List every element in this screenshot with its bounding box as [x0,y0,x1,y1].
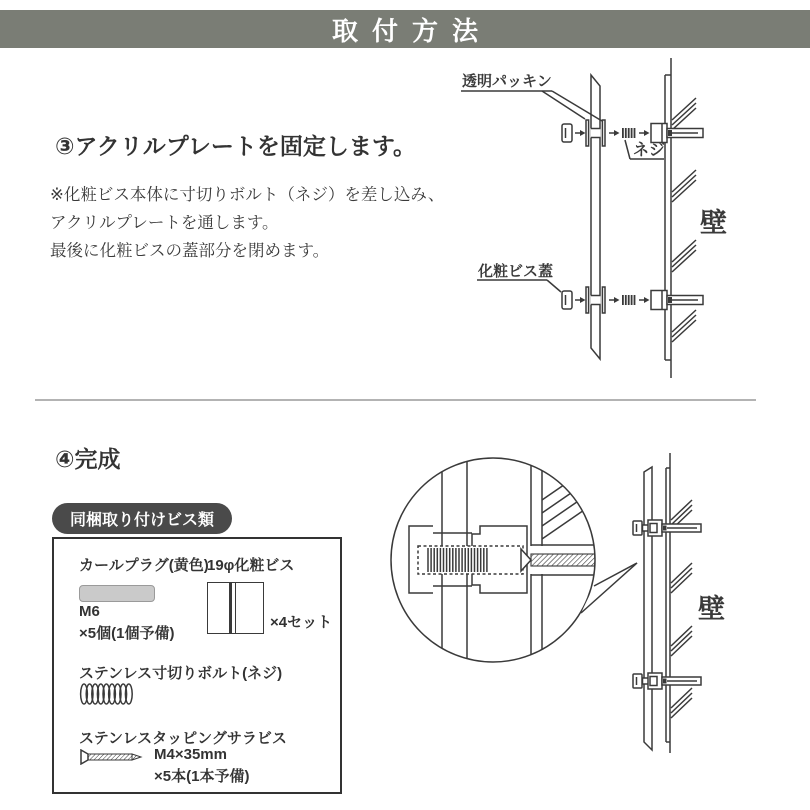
arrow-right-icon [580,130,586,136]
step3-body-line: アクリルプレートを通します。 [50,214,279,232]
step3-title: ③アクリルプレートを固定します。 [55,133,417,159]
part-name: ステンレスタッピングサラビス [79,730,287,747]
wall-anchor-bolt [667,129,703,138]
callout-tail [581,563,637,613]
wall-hatch-section [542,458,603,539]
part-spec: M6 [79,603,100,620]
decorative-screw-cap [633,674,642,688]
step3-body-line: ※化粧ビス本体に寸切りボルト（ネジ）を差し込み、 [50,186,445,204]
section-divider [35,399,756,401]
label-screw-cap [477,262,561,292]
tapping-screw-illustration [79,749,143,765]
arrow-right-icon [614,297,620,303]
arrow-right-icon [644,297,650,303]
screw-seam [235,583,237,633]
part-qty: ×5個(1個予備) [79,625,175,642]
transparent-packing [602,120,605,146]
wall-lines [665,58,671,378]
part-qty: ×4セット [270,614,333,631]
wall-anchor-bolt [667,296,703,305]
label-screw [625,140,665,159]
label-transparent-packing [461,72,602,121]
finished-installation-diagram [385,445,790,765]
installation-diagram [440,55,790,385]
transparent-packing [586,120,589,146]
assembly-row [562,287,703,313]
header-bar [0,10,810,48]
svg-text:透明パッキン: 透明パッキン [462,73,552,90]
screw-seam [229,583,232,633]
part-qty: ×5本(1本予備) [154,768,250,785]
threaded-bolt [622,128,635,138]
decorative-screw-cap [562,291,572,309]
svg-text:化粧ビス蓋: 化粧ビス蓋 [478,263,554,280]
label-wall: 壁 [698,594,725,624]
label-wall: 壁 [700,208,727,238]
part-spec: M4×35mm [154,746,227,763]
step3-body [50,181,444,265]
transparent-packing [602,287,605,313]
decorative-screw-cap [633,521,642,535]
step3-body-line: 最後に化粧ビスの蓋部分を閉めます。 [50,242,330,260]
mounted-assembly [633,520,701,536]
transparent-packing [586,287,589,313]
parts-box [52,537,342,794]
mounted-assembly [633,673,701,689]
decorative-screw-cap [562,124,572,142]
acrylic-plate [644,467,652,750]
detail-circle-diagram [391,455,637,665]
arrow-right-icon [614,130,620,136]
finished-wall-view [633,453,725,753]
carl-plug-illustration [79,585,155,602]
screw-body [651,291,667,310]
part-name: 19φ化粧ビス [207,557,295,574]
svg-text:ネジ: ネジ [633,142,666,159]
parts-badge: 同梱取り付けビス類 [52,503,232,534]
screw-body [651,124,667,143]
arrow-right-icon [580,297,586,303]
decorative-screw-illustration [207,582,264,634]
page-title: 取付方法 [331,15,492,46]
threaded-bolt [622,295,635,305]
step4-title: ④完成 [55,446,121,472]
part-name: ステンレス寸切りボルト(ネジ) [79,665,283,682]
arrow-right-icon [644,130,650,136]
tapping-screw-section [531,554,597,566]
threaded-rod-illustration [79,682,137,706]
part-name: カールプラグ(黄色) [79,557,209,574]
